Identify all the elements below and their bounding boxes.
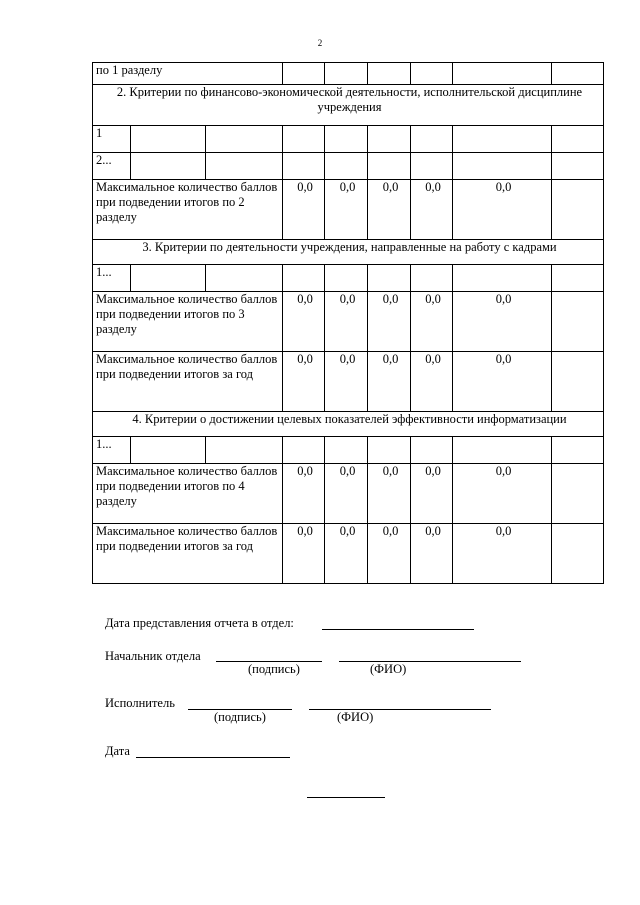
value-cell: 0,0	[411, 292, 453, 352]
value-cell: 0,0	[368, 180, 411, 240]
table-row	[93, 85, 604, 126]
table-row	[93, 292, 604, 352]
value-cell: 0,0	[453, 352, 552, 412]
executor-signature-caption: (подпись)	[214, 710, 266, 724]
value-cell: 0,0	[368, 292, 411, 352]
value-cell: 0,0	[453, 524, 552, 584]
table-row	[93, 63, 604, 85]
report-date-label: Дата представления отчета в отдел:	[105, 616, 294, 630]
year-total-label: Максимальное количество баллов при подведении итогов за год	[93, 352, 283, 412]
value-cell: 0,0	[411, 464, 453, 524]
value-cell: 0,0	[368, 464, 411, 524]
value-cell: 0,0	[411, 352, 453, 412]
date-line	[136, 757, 290, 758]
section4-total-label: Максимальное количество баллов при подведении итогов по 4 разделу	[93, 464, 283, 524]
table-row	[93, 437, 604, 464]
value-cell: 0,0	[283, 292, 325, 352]
value-cell: 0,0	[283, 524, 325, 584]
table-row	[93, 153, 604, 180]
page-number: 2	[317, 38, 323, 48]
report-date-line	[322, 629, 474, 630]
head-signature-caption: (подпись)	[248, 662, 300, 676]
section4-title: 4. Критерии о достижении целевых показателей эффективности информатизации	[93, 412, 604, 437]
table-row	[93, 524, 604, 584]
value-cell: 0,0	[411, 180, 453, 240]
value-cell: 0,0	[368, 524, 411, 584]
row-number: 1	[93, 126, 131, 153]
head-fio-caption: (ФИО)	[370, 662, 407, 676]
table-row	[93, 352, 604, 412]
section2-title: 2. Критерии по финансово-экономической деятельности, исполнительской дисциплине учреждения	[93, 85, 604, 126]
section3-title: 3. Критерии по деятельности учреждения, направленные на работу с кадрами	[93, 240, 604, 265]
table-row	[93, 412, 604, 437]
section3-total-label: Максимальное количество баллов при подведении итогов по 3 разделу	[93, 292, 283, 352]
row-number: 1...	[93, 437, 131, 464]
table-row	[93, 180, 604, 240]
value-cell: 0,0	[325, 524, 368, 584]
end-separator-line	[307, 797, 385, 798]
evaluation-table	[92, 62, 604, 584]
table-row	[93, 126, 604, 153]
value-cell: 0,0	[283, 352, 325, 412]
value-cell: 0,0	[453, 180, 552, 240]
section2-total-label: Максимальное количество баллов при подведении итогов по 2 разделу	[93, 180, 283, 240]
value-cell: 0,0	[453, 464, 552, 524]
executor-fio-caption: (ФИО)	[337, 710, 374, 724]
value-cell: 0,0	[283, 180, 325, 240]
head-fio-line	[339, 661, 521, 662]
value-cell: 0,0	[325, 180, 368, 240]
value-cell: 0,0	[411, 524, 453, 584]
date-label: Дата	[105, 744, 130, 758]
value-cell: 0,0	[325, 464, 368, 524]
table-row	[93, 464, 604, 524]
year-total-label: Максимальное количество баллов при подведении итогов за год	[93, 524, 283, 584]
head-label: Начальник отдела	[105, 649, 201, 663]
row-number: 2...	[93, 153, 131, 180]
value-cell: 0,0	[325, 292, 368, 352]
section1-total-label: по 1 разделу	[93, 63, 283, 85]
row-number: 1...	[93, 265, 131, 292]
value-cell: 0,0	[325, 352, 368, 412]
executor-label: Исполнитель	[105, 696, 175, 710]
value-cell: 0,0	[368, 352, 411, 412]
table-row	[93, 240, 604, 265]
table-row	[93, 265, 604, 292]
value-cell: 0,0	[453, 292, 552, 352]
value-cell: 0,0	[283, 464, 325, 524]
